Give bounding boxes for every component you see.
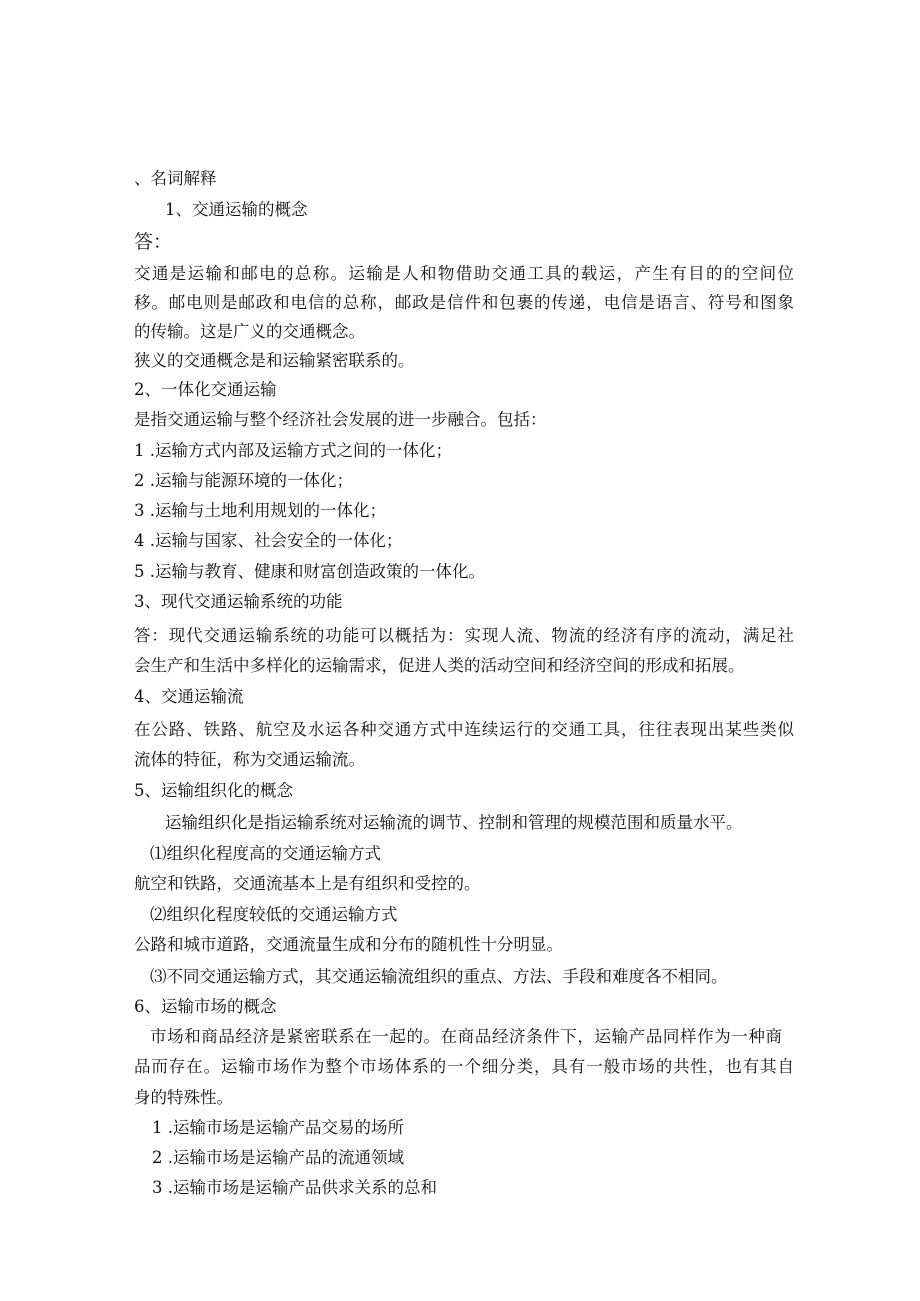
list-item: 1 .运输市场是运输产品交易的场所 <box>152 1118 404 1137</box>
item-3-title: 3、现代交通运输系统的功能 <box>134 592 343 611</box>
list-item: 4 .运输与国家、社会安全的一体化； <box>134 531 403 550</box>
item-5-subtitle-1: ⑴组织化程度高的交通运输方式 <box>150 844 381 863</box>
list-item: 3 .运输与土地利用规划的一体化； <box>134 501 386 520</box>
item-1-paragraph-line: 的传输。这是广义的交通概念。 <box>134 322 365 341</box>
item-5-subtitle-3: ⑶不同交通运输方式，其交通运输流组织的重点、方法、手段和难度各不相同。 <box>150 967 728 986</box>
item-1-paragraph-line: 移。邮电则是邮政和电信的总称，邮政是信件和包裹的传递，电信是语言、符号和图象 <box>134 293 794 312</box>
item-6-title: 6、运输市场的概念 <box>134 997 277 1016</box>
item-3-paragraph-line: 答：现代交通运输系统的功能可以概括为：实现人流、物流的经济有序的流动，满足社 <box>134 626 794 645</box>
item-2-title: 2、一体化交通运输 <box>134 380 277 399</box>
item-1-paragraph-line: 交通是运输和邮电的总称。运输是人和物借助交通工具的载运，产生有目的的空间位 <box>134 264 794 283</box>
item-5-intro: 运输组织化是指运输系统对运输流的调节、控制和管理的规模范围和质量水平。 <box>165 813 743 832</box>
item-1-paragraph-2: 狭义的交通概念是和运输紧密联系的。 <box>134 351 415 370</box>
item-5-body-2: 公路和城市道路，交通流量生成和分布的随机性十分明显。 <box>134 935 563 954</box>
item-2-intro: 是指交通运输与整个经济社会发展的进一步融合。包括： <box>134 410 547 429</box>
list-item: 3 .运输市场是运输产品供求关系的总和 <box>152 1178 437 1197</box>
item-4-paragraph-line: 在公路、铁路、航空及水运各种交通方式中连续运行的交通工具，往往表现出某些类似 <box>134 720 794 739</box>
answer-label: 答： <box>134 231 173 253</box>
item-1-title: 1、交通运输的概念 <box>165 200 308 219</box>
item-6-paragraph-line: 品而存在。运输市场作为整个市场体系的一个细分类，具有一般市场的共性，也有其自 <box>134 1057 794 1076</box>
item-4-paragraph-line: 流体的特征，称为交通运输流。 <box>134 750 365 769</box>
list-item: 5 .运输与教育、健康和财富创造政策的一体化。 <box>134 562 485 581</box>
item-4-title: 4、交通运输流 <box>134 687 244 706</box>
item-5-subtitle-2: ⑵组织化程度较低的交通运输方式 <box>150 905 398 924</box>
section-heading: 、名词解释 <box>134 169 217 188</box>
item-6-paragraph-line: 市场和商品经济是紧密联系在一起的。在商品经济条件下，运输产品同样作为一种商 <box>150 1027 782 1046</box>
item-5-title: 5、运输组织化的概念 <box>134 781 293 800</box>
item-3-paragraph-line: 会生产和生活中多样化的运输需求，促进人类的活动空间和经济空间的形成和拓展。 <box>134 656 745 675</box>
list-item: 2 .运输市场是运输产品的流通领域 <box>152 1148 404 1167</box>
item-5-body-1: 航空和铁路，交通流基本上是有组织和受控的。 <box>134 874 481 893</box>
list-item: 1 .运输方式内部及运输方式之间的一体化； <box>134 441 452 460</box>
item-6-paragraph-line: 身的特殊性。 <box>134 1088 233 1107</box>
list-item: 2 .运输与能源环境的一体化； <box>134 471 353 490</box>
